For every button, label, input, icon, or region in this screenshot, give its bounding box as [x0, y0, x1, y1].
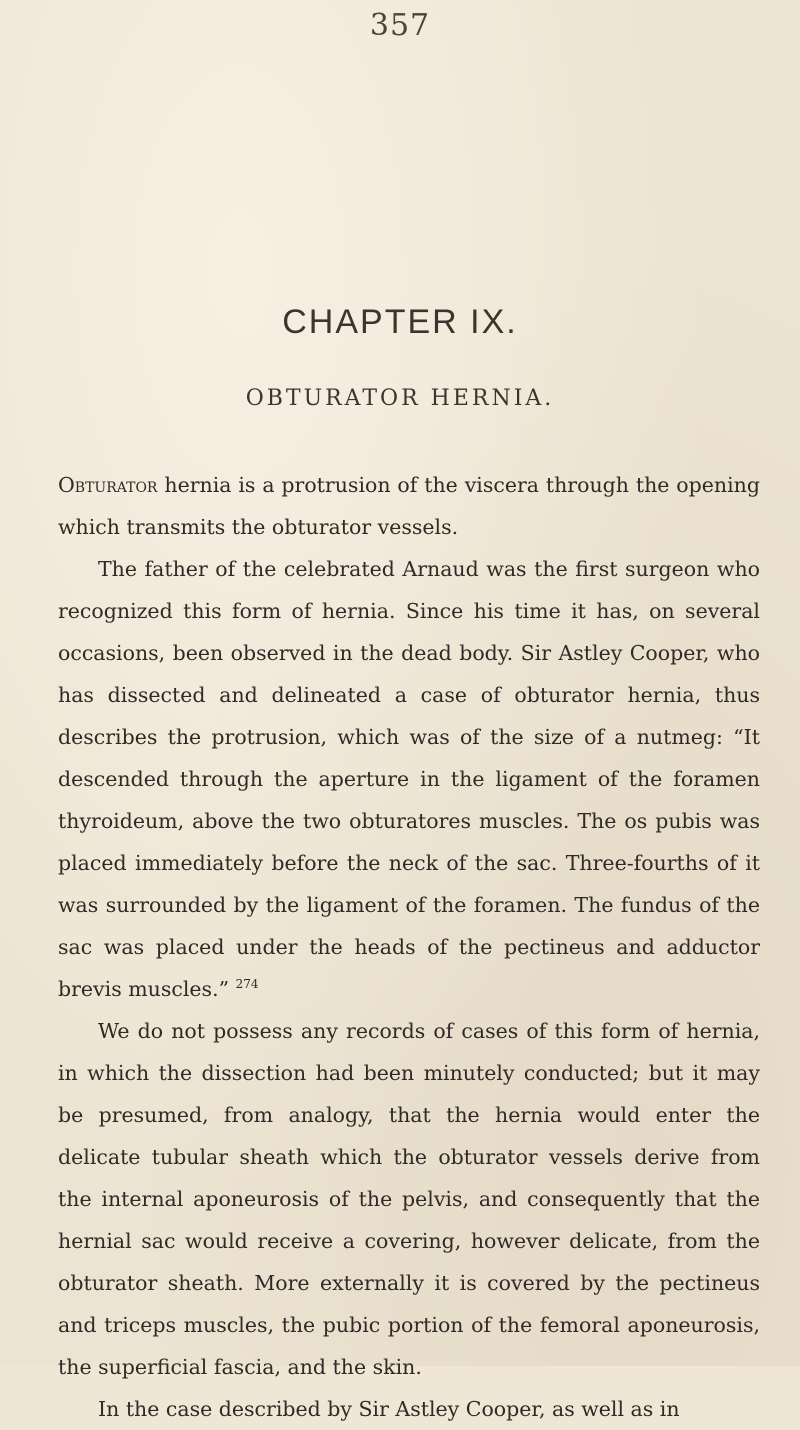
paragraph-text: The father of the celebrated Arnaud was the first surgeon who recognized this form of hernia. Since his time it has, on several occasions, been observed in the dead body. Sir Astley Cooper, who has dissected and delineated a case of obturator hernia, thus describes the protrusion, which was of the size of a nutmeg: “It descended through the aperture in the ligament of the foramen thyroideum, above the two obturatores muscles. The os pubis was placed immediately before the neck of the sac. Three-fourths of it was surrounded by the ligament of the foramen. The fundus of the sac was placed under the heads of the pectineus and adductor brevis muscles.”	[58, 557, 760, 1001]
page-number: 357	[369, 8, 431, 43]
section-title: OBTURATOR HERNIA.	[245, 386, 555, 411]
paragraph-1	[58, 464, 760, 548]
paragraph-2	[58, 548, 760, 1010]
paragraph-text: We do not possess any records of cases of this form of hernia, in which the dissection had been minutely conducted; but it may be presumed, from analogy, that the hernia would enter the delicate tubular sheath which the obturator vessels derive from the internal aponeurosis of the pelvis, and consequently that the hernial sac would receive a covering, however delicate, from the obturator sheath. More externally it is covered by the pectineus and triceps muscles, the pubic portion of the femoral aponeurosis, the superficial fascia, and the skin.	[58, 1019, 760, 1379]
paragraph-first-word: Obturator	[58, 473, 158, 497]
paragraph-text: hernia is a protrusion of the viscera through the opening which transmits the obturator vessels.	[58, 473, 760, 539]
body-text	[58, 464, 760, 1430]
footnote-reference: 274	[235, 977, 259, 992]
paragraph-4	[58, 1388, 760, 1430]
chapter-title: CHAPTER IX.	[282, 303, 518, 341]
paragraph-3	[58, 1010, 760, 1388]
paragraph-text: In the case described by Sir Astley Cooper, as well as in	[98, 1397, 680, 1421]
